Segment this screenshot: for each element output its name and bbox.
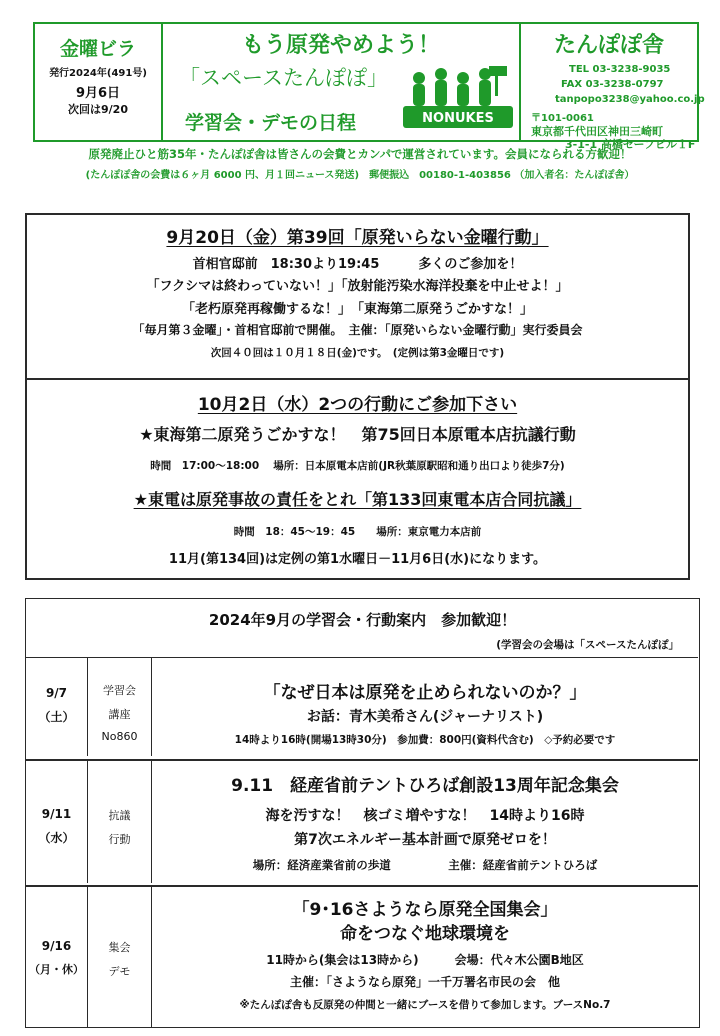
row-type-2: 講座 [108,708,131,721]
row-type-1: 学習会 [103,684,136,697]
row-date-cell [26,658,88,756]
issue-date: 9月6日 [75,86,121,101]
row-type-1: 集会 [108,941,131,954]
org-fax: FAX 03-3238-0797 [561,79,664,90]
friday-next: 次回４０回は１０月１８日(金)です。 (定例は第3金曜日です) [210,347,505,359]
row-day: （土） [38,710,75,724]
org-name: たんぽぽ舎 [553,33,664,58]
membership-fee-info: (たんぽぽ舎の会費は６ヶ月 6000 円、月１回ニュース発送) 郵便振込 00180-1-403856 （加入者名：たんぽぽ舎） [85,170,635,181]
row-type-3: No860 [101,730,138,743]
schedule-subtitle: (学習会の会場は「スペースたんぽぽ」 [496,639,679,651]
org-address-1: 東京都千代田区神田三崎町 [531,125,663,138]
org-email: tanpopo3238@yahoo.co.jp [555,94,705,105]
issue-number: 発行2024年(491号) [49,68,147,79]
space-tanpopo-label: 「スペースたんぽぽ」 [179,66,388,90]
row-time-fee: 14時より16時(開場13時30分) 参加費：800円(資料代含む) ◇予約必要です [234,734,616,746]
oct2-action-1: ★東海第二原発うごかすな！ 第75回日本原電本店抗議行動 [139,425,576,444]
oct2-action-1-detail: 時間 17:00～18:00 場所：日本原電本店前(JR秋葉原駅昭和通り出口より徒歩7分) [150,460,565,472]
schedule-row [26,759,698,885]
row-slogan: 海を汚すな！ 核ゴミ増やすな！ 14時より16時 [265,808,585,824]
row-type-1: 抗議 [108,809,131,822]
schedule-row [26,885,698,1029]
org-postal: 〒101-0061 [531,113,594,124]
row-title: 「なぜ日本は原発を止められないのか？」 [263,683,587,703]
row-date-cell [26,761,88,883]
friday-slogan-1: 「フクシマは終わっていない！」「放射能汚染水海洋投棄を中止せよ！」 [146,279,569,294]
schedule-table [25,598,700,1028]
row-type-cell [88,658,152,756]
row-date: 9/16 [41,939,72,953]
oct2-action-2-detail: 時間 18：45～19：45 場所：東京電力本店前 [233,526,482,538]
org-address-2: 3-1-1 高橋セーフビル１F [565,138,696,151]
friday-action-title [27,223,688,248]
row-title: 9.11 経産省前テントひろば創設13周年記念集会 [231,776,619,796]
org-tel: TEL 03-3238-9035 [569,64,671,75]
row-date-cell [26,887,88,1027]
row-type-cell [88,887,152,1027]
row-title-2: 命をつなぐ地球環境を [340,924,510,944]
schedule-row [26,657,698,758]
header-left-box [33,22,163,142]
oct2-title-text: 10月2日（水）2つの行動にご参加下さい [197,395,518,415]
next-issue: 次回は9/20 [68,103,128,116]
oct2-action-2 [27,487,688,510]
membership-notice: 原発廃止ひと筋35年・たんぽぽ舎は皆さんの会費とカンパで運営されています。会員になられる方歓迎！ [88,147,632,161]
friday-organizer: 「毎月第３金曜」・首相官邸前で開催。 主催：「原発いらない金曜行動」実行委員会 [132,323,583,337]
schedule-heading: 学習会・デモの日程 [185,112,357,134]
friday-slogan-2: 「老朽原発再稼働するな！」 「東海第二原発うごかすな！」 [181,302,533,317]
oct2-title [27,390,688,415]
illustration-banner-text: NONUKES [422,111,494,126]
row-organizer: 主催：「さようなら原発」一千万署名市民の会 他 [289,975,560,989]
oct2-action-2-text: ★東電は原発事故の責任をとれ「第133回東電本店合同抗議」 [133,490,582,509]
row-day: （月・休） [29,963,84,976]
row-time-place: 11時から(集会は13時から) 会場：代々木公園B地区 [266,953,584,967]
row-date: 9/11 [41,807,72,821]
row-type-cell [88,761,152,883]
row-booth-note: ※たんぽぽ舎も反原発の仲間と一緒にブースを借りて参加します。ブースNo.7 [239,999,611,1011]
oct2-action-box [25,378,690,580]
row-type-2: デモ [108,965,131,978]
header-center-box [161,22,521,142]
friday-action-box [25,213,690,380]
row-type-2: 行動 [108,833,131,846]
header-right-box [519,22,705,151]
schedule-title: 2024年9月の学習会・行動案内 参加歓迎！ [208,611,517,629]
flyer-title: 金曜ビラ [59,38,136,60]
headline: もう原発やめよう！ [241,33,440,58]
row-content [152,658,698,756]
row-content [152,761,698,883]
row-day: （水） [38,831,75,845]
row-content [152,887,698,1027]
row-title: 「9･16さようなら原発全国集会」 [292,900,558,920]
protest-crowd-illustration [399,64,517,140]
friday-place-time: 首相官邸前 18:30より19:45 多くのご参加を！ [192,257,523,272]
oct2-note: 11月(第134回)は定例の第1水曜日－11月6日(水)になります。 [168,552,547,567]
row-place: 場所：経済産業省前の歩道 主催：経産省前テントひろば [252,858,598,872]
row-date: 9/7 [45,686,68,700]
row-slogan-2: 第7次エネルギー基本計画で原発ゼロを！ [294,832,556,848]
row-speaker: お話：青木美希さん(ジャーナリスト) [306,709,544,725]
friday-action-title-text: 9月20日（金）第39回「原発いらない金曜行動」 [166,228,549,248]
